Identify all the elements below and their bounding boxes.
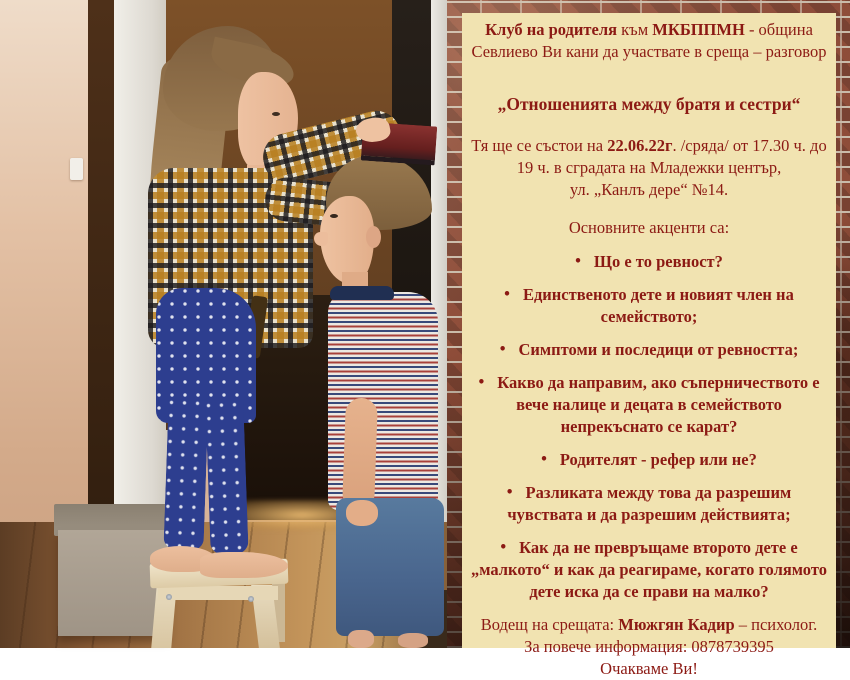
bullet-icon: • bbox=[499, 339, 506, 358]
list-item: • Разликата между това да разрешим чувствата и да разрешим действията; bbox=[506, 482, 792, 524]
event-text-panel bbox=[462, 13, 836, 678]
light-switch bbox=[70, 158, 83, 180]
list-item: • Родителят - рефер или не? bbox=[541, 449, 757, 469]
accents-list bbox=[471, 251, 827, 603]
host-name: Мюжгян Кадир bbox=[618, 615, 735, 634]
accents-heading: Основните акценти са: bbox=[568, 218, 730, 237]
boy-calf-left bbox=[348, 630, 374, 648]
boy-nose bbox=[314, 232, 328, 246]
boy-eye bbox=[330, 214, 338, 218]
list-item: • Що е то ревност? bbox=[575, 251, 723, 271]
list-item: • Какво да направим, ако съперничеството е вече налице и децата в семейството непрекъснато се карат? bbox=[478, 372, 820, 436]
bullet-icon: • bbox=[506, 482, 513, 501]
event-address: ул. „Канлъ дере“ №14. bbox=[569, 180, 729, 199]
list-item: • Как да не превръщаме второто дете е „малкото“ и как да реагираме, когато голямото дете иска да се прави на малко? bbox=[471, 537, 827, 601]
bullet-icon: • bbox=[504, 284, 510, 303]
host-line: Водещ на срещата: Мюжгян Кадир – психолог. bbox=[480, 615, 818, 634]
girl-leg-right bbox=[205, 401, 248, 554]
girl-leg-left bbox=[163, 399, 208, 550]
bullet-icon: • bbox=[541, 449, 547, 468]
boy-ear bbox=[366, 226, 381, 248]
girl-eye bbox=[272, 112, 280, 116]
closing-line: Очакваме Ви! bbox=[600, 659, 698, 678]
boy-hand bbox=[346, 500, 378, 526]
list-item: • Единственото дете и новият член на семейството; bbox=[504, 284, 794, 326]
intro-club-name: Клуб на родителя bbox=[485, 20, 618, 39]
event-date: 22.06.22г bbox=[607, 136, 673, 155]
girl-foot-right bbox=[200, 552, 288, 578]
event-details: Тя ще се състои на 22.06.22г. /сряда/ от 17.30 ч. до 19 ч. в сградата на Младежки център, ул. „Канлъ дере“ №14. bbox=[471, 136, 827, 199]
stool-screw-left bbox=[166, 594, 172, 600]
boy-forearm bbox=[342, 397, 378, 510]
stool-apron bbox=[158, 586, 278, 600]
contact-info: За повече информация: 0878739395 bbox=[524, 637, 774, 656]
bullet-icon: • bbox=[478, 372, 485, 391]
list-item: • Симптоми и последици от ревността; bbox=[499, 339, 799, 359]
bullet-icon: • bbox=[575, 251, 581, 270]
intro-paragraph: Клуб на родителя към МКБППМН - община Севлиево Ви кани да участвате в среща – разговор bbox=[471, 20, 827, 61]
bullet-icon: • bbox=[500, 537, 507, 556]
boy-collar bbox=[330, 286, 394, 300]
stool-screw-right bbox=[248, 596, 254, 602]
boy-calf-right bbox=[398, 633, 428, 648]
footer bbox=[471, 614, 827, 680]
event-title: „Отношенията между братя и сестри“ bbox=[497, 94, 801, 114]
door-frame-left bbox=[88, 0, 115, 580]
intro-org-abbrev: МКБППМН bbox=[652, 20, 745, 39]
